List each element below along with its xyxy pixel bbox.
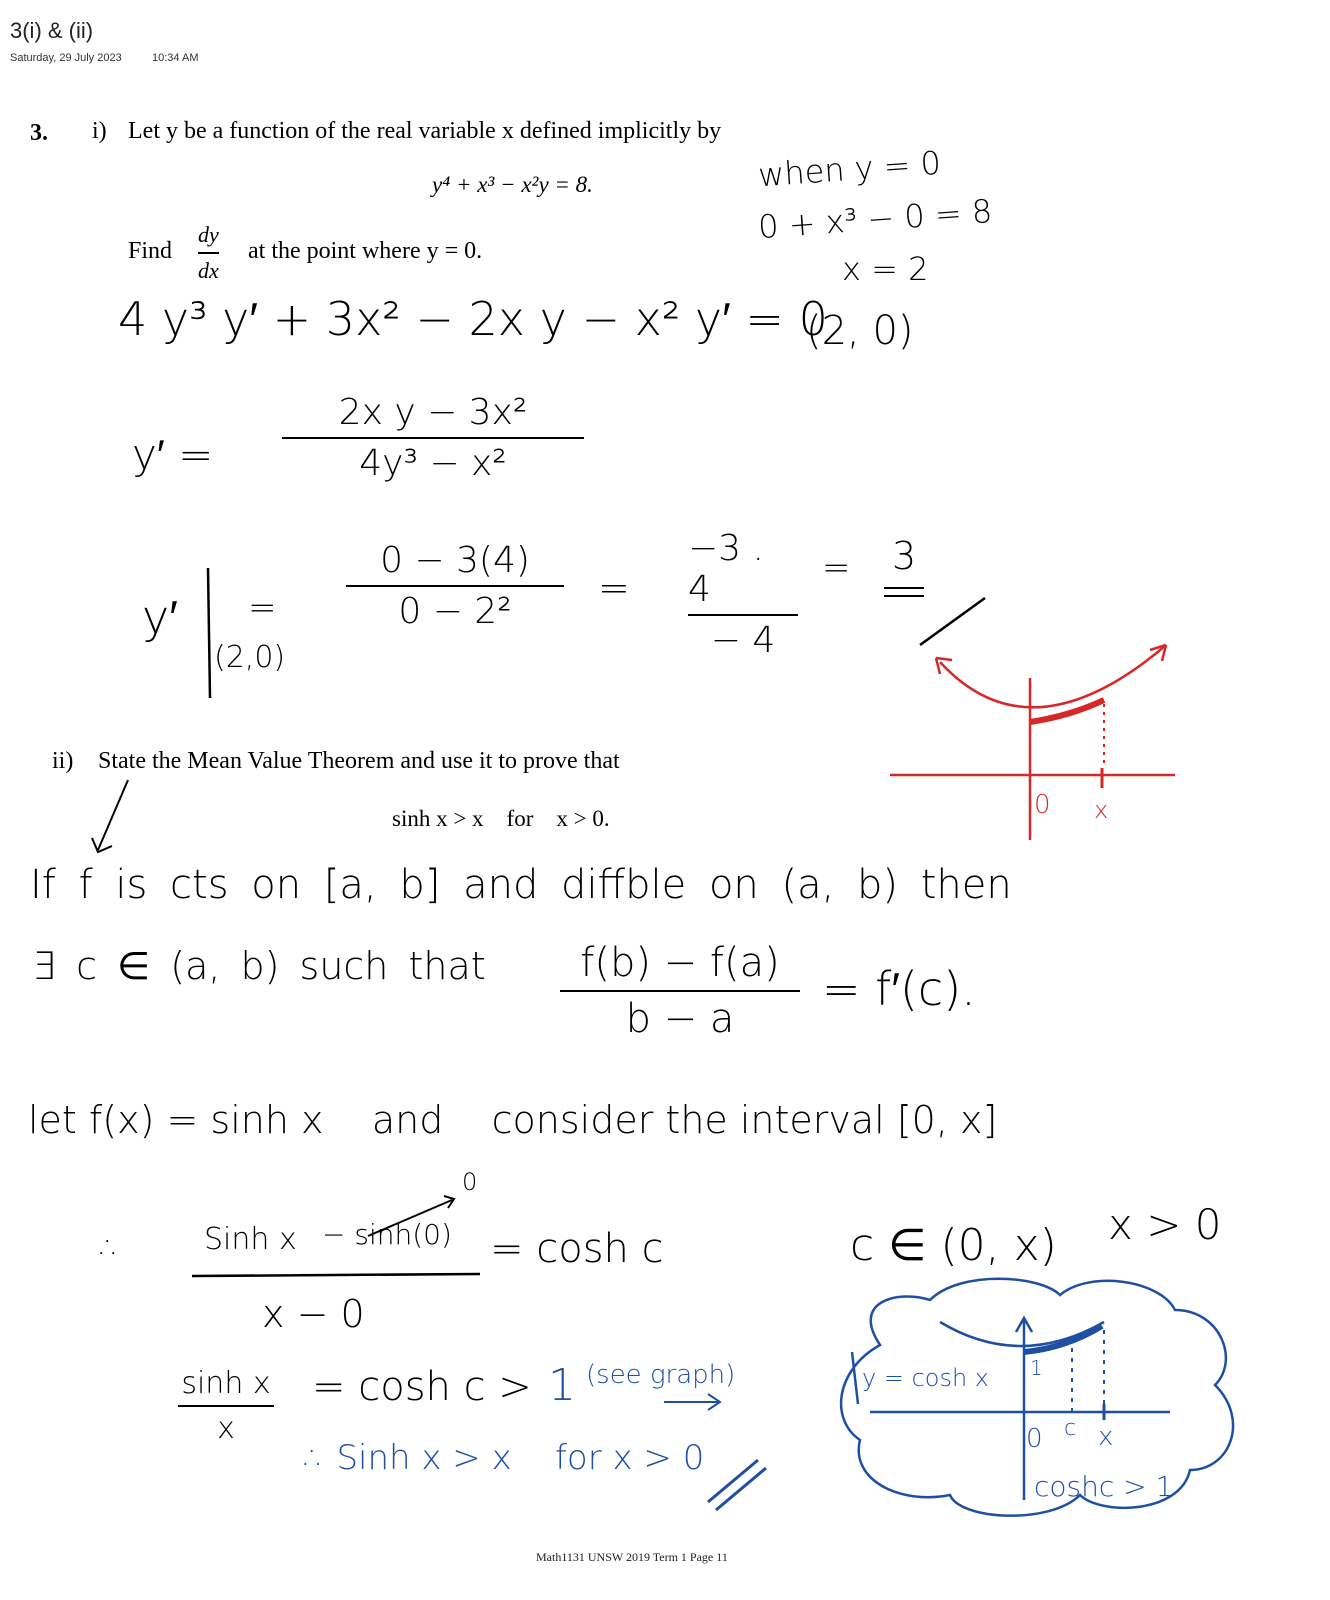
- find-suffix: at the point where y = 0.: [248, 238, 483, 264]
- cosh-axis-label-x: x: [1098, 1422, 1114, 1452]
- red-graph-x-label: x: [1094, 796, 1109, 824]
- note-date: Saturday, 29 July 2023: [10, 52, 122, 64]
- conclusion: ∴ Sinh x > x for x > 0: [304, 1438, 705, 1478]
- mvt-denominator: b − a: [625, 996, 735, 1042]
- mvt-line1: If f is cts on [a, b] and diffble on (a, b) then: [30, 862, 1012, 908]
- see-graph-note: (see graph): [586, 1360, 736, 1390]
- eval-denominator: 0 − 2²: [398, 591, 512, 632]
- side-calc-point: (2, 0): [806, 308, 914, 354]
- ratio-denominator: x: [217, 1411, 235, 1446]
- implicit-equation: y⁴ + x³ − x²y = 8.: [432, 172, 593, 197]
- side-calc-when: when y = 0: [756, 143, 943, 195]
- x-positive: x > 0: [1108, 1200, 1222, 1249]
- mvt-applied-den: x − 0: [262, 1292, 365, 1336]
- ratio-numerator: sinh x: [181, 1366, 271, 1401]
- dy-text: dy: [198, 222, 219, 247]
- mvt-applied-num-a: Sinh x: [204, 1222, 297, 1257]
- cosh-axis-label-c: c: [1064, 1416, 1077, 1441]
- eval-equals: =: [248, 588, 277, 628]
- ratio-rhs: = cosh c >: [312, 1364, 532, 1410]
- part1-text: Let y be a function of the real variable x defined implicitly by: [128, 118, 722, 144]
- cosh-bottom-text: coshc > 1: [1034, 1470, 1174, 1503]
- dx-text: dx: [198, 258, 219, 283]
- part2-text: State the Mean Value Theorem and use it to prove that: [98, 748, 620, 774]
- eval-equals-2: =: [822, 548, 851, 588]
- therefore-symbol-1: ∴: [100, 1228, 121, 1266]
- cosh-y-tick: 1: [1030, 1356, 1043, 1380]
- part1-label: i): [92, 118, 107, 144]
- mvt-applied-num-b: − sinh(0): [322, 1218, 452, 1251]
- eval-denominator-2: − 4: [710, 620, 776, 661]
- note-time: 10:34 AM: [152, 52, 199, 64]
- cosh-curve-label: y = cosh x: [862, 1364, 989, 1392]
- cosh-axis-label-0: 0: [1026, 1424, 1043, 1454]
- mvt-numerator: f(b) − f(a): [580, 940, 780, 986]
- eval-point: (2,0): [214, 640, 286, 675]
- c-interval: c ∈ (0, x): [850, 1220, 1057, 1271]
- question-number: 3.: [30, 120, 48, 146]
- yprime-numerator: 2x y − 3x²: [338, 392, 528, 433]
- eval-lhs: y′: [142, 590, 178, 644]
- yprime-lhs: y′ =: [132, 430, 214, 479]
- yprime-denominator: 4y³ − x²: [359, 443, 507, 484]
- mvt-line2: ∃ c ∈ (a, b) such that: [32, 944, 486, 988]
- eval-numerator-2: −3 . 4: [688, 528, 764, 610]
- mvt-rhs: = f′(c).: [822, 962, 976, 1016]
- note-title: 3(i) & (ii): [10, 18, 94, 43]
- side-calc-substitute: 0 + x³ − 0 = 8: [756, 191, 994, 247]
- find-prefix: Find: [128, 238, 173, 264]
- blue-one: 1: [548, 1360, 576, 1411]
- eval-result: 3: [892, 534, 917, 578]
- side-calc-x2: x = 2: [842, 250, 929, 288]
- red-graph-origin-label: 0: [1034, 790, 1051, 820]
- differentiated-equation: 4 y³ y′ + 3x² − 2x y − x² y′ = 0: [118, 292, 828, 346]
- eval-mid-equals: =: [598, 566, 630, 610]
- let-line: let f(x) = sinh x and consider the interval [0, x]: [28, 1098, 998, 1142]
- eval-numerator: 0 − 3(4): [380, 540, 530, 581]
- page-footer: Math1131 UNSW 2019 Term 1 Page 11: [536, 1550, 728, 1564]
- part2-label: ii): [52, 748, 74, 774]
- zero-note: 0: [462, 1168, 478, 1196]
- part2-statement: sinh x > x for x > 0.: [392, 806, 610, 831]
- mvt-applied-rhs: = cosh c: [490, 1226, 664, 1272]
